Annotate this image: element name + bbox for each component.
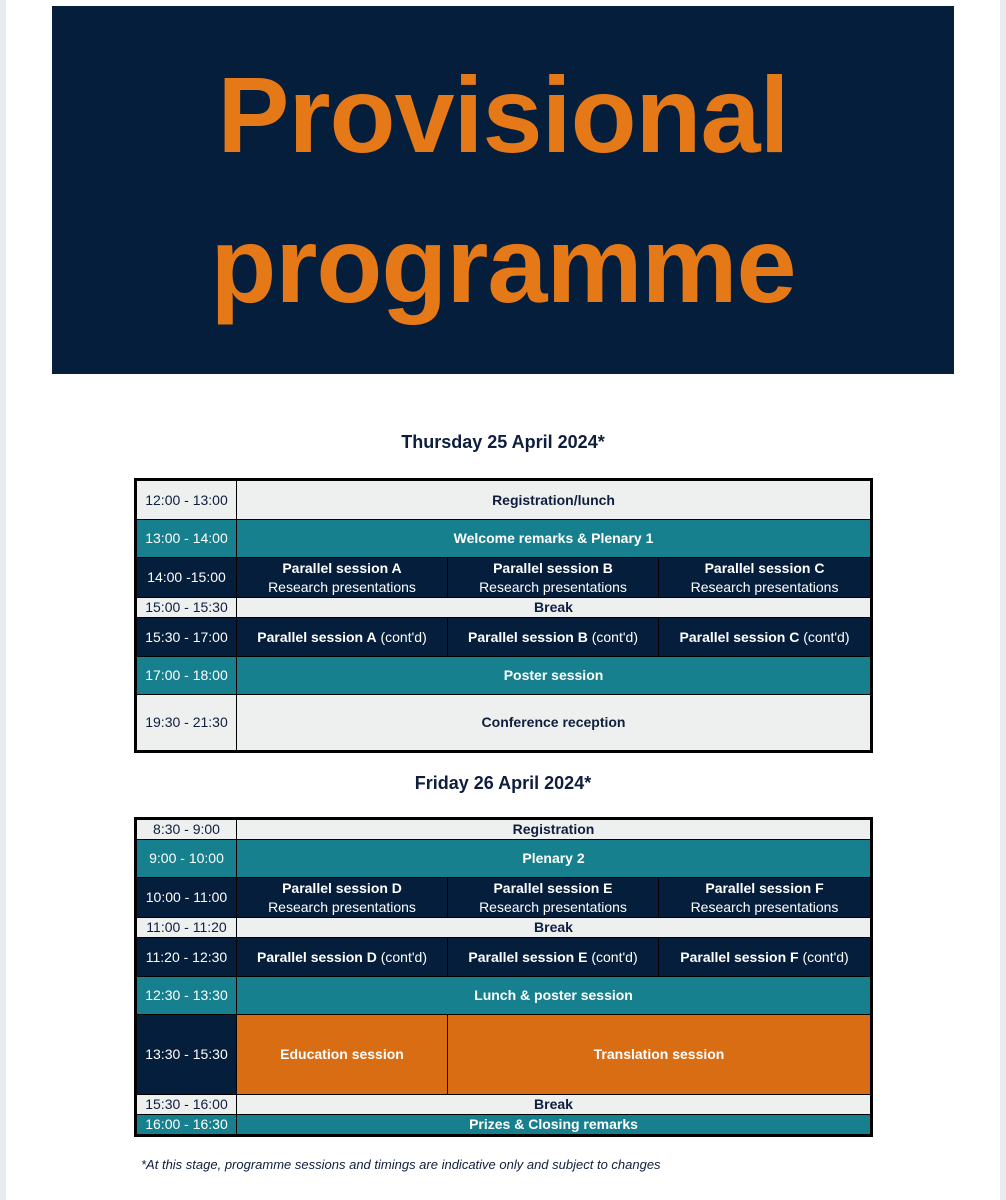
time-cell: 13:30 - 15:30 xyxy=(136,1015,237,1095)
time-cell: 12:30 - 13:30 xyxy=(136,977,237,1015)
time-cell: 15:00 - 15:30 xyxy=(136,598,237,618)
time-cell: 8:30 - 9:00 xyxy=(136,819,237,840)
table-row xyxy=(136,1115,872,1136)
time-cell: 17:00 - 18:00 xyxy=(136,657,237,695)
contd-label: (cont'd) xyxy=(803,628,850,645)
session-subtitle: Research presentations xyxy=(690,898,839,915)
left-edge xyxy=(0,0,6,1200)
table-row xyxy=(136,520,872,558)
session-title: Parallel session D xyxy=(282,879,402,896)
parallel-session-a-contd-cell xyxy=(237,618,448,657)
contd-label: (cont'd) xyxy=(591,948,638,965)
session-title: Parallel session C xyxy=(679,628,800,645)
plenary-2-cell: Plenary 2 xyxy=(237,840,872,878)
session-title: Parallel session F xyxy=(705,879,824,896)
time-cell: 15:30 - 16:00 xyxy=(136,1095,237,1115)
registration-lunch-cell: Registration/lunch xyxy=(237,480,872,520)
conference-reception-cell: Conference reception xyxy=(237,695,872,752)
table-row xyxy=(136,938,872,977)
time-cell: 15:30 - 17:00 xyxy=(136,618,237,657)
break-cell: Break xyxy=(237,918,872,938)
session-subtitle: Research presentations xyxy=(479,578,627,595)
right-edge xyxy=(1000,0,1006,1200)
friday-schedule-table xyxy=(134,817,873,1137)
poster-session-cell: Poster session xyxy=(237,657,872,695)
parallel-session-c-cell xyxy=(659,558,872,598)
table-row xyxy=(136,695,872,752)
table-row xyxy=(136,840,872,878)
table-row xyxy=(136,657,872,695)
table-row xyxy=(136,1015,872,1095)
session-subtitle: Research presentations xyxy=(268,898,416,915)
time-cell: 16:00 - 16:30 xyxy=(136,1115,237,1136)
table-row xyxy=(136,819,872,840)
session-title: Parallel session A xyxy=(257,628,377,645)
lunch-poster-session-cell: Lunch & poster session xyxy=(237,977,872,1015)
time-cell: 11:00 - 11:20 xyxy=(136,918,237,938)
parallel-session-d-contd-cell xyxy=(237,938,448,977)
registration-cell: Registration xyxy=(237,819,872,840)
table-row xyxy=(136,977,872,1015)
session-title: Parallel session A xyxy=(282,559,402,576)
friday-heading: Friday 26 April 2024* xyxy=(414,773,592,793)
plenary-1-cell: Welcome remarks & Plenary 1 xyxy=(237,520,872,558)
table-row xyxy=(136,618,872,657)
translation-session-cell: Translation session xyxy=(448,1015,872,1095)
time-cell: 9:00 - 10:00 xyxy=(136,840,237,878)
parallel-session-e-cell xyxy=(448,878,659,918)
time-cell: 10:00 - 11:00 xyxy=(136,878,237,918)
thursday-schedule-table xyxy=(134,478,873,753)
banner-title-line-2: programme xyxy=(210,204,796,325)
title-banner xyxy=(52,6,954,374)
parallel-session-c-contd-cell xyxy=(659,618,872,657)
session-title: Parallel session C xyxy=(704,559,825,576)
education-session-cell: Education session xyxy=(237,1015,448,1095)
break-cell: Break xyxy=(237,598,872,618)
parallel-session-e-contd-cell xyxy=(448,938,659,977)
time-cell: 19:30 - 21:30 xyxy=(136,695,237,752)
contd-label: (cont'd) xyxy=(591,628,638,645)
time-cell: 12:00 - 13:00 xyxy=(136,480,237,520)
parallel-session-b-cell xyxy=(448,558,659,598)
parallel-session-d-cell xyxy=(237,878,448,918)
footnote: *At this stage, programme sessions and timings are indicative only and subject to changes xyxy=(141,1157,661,1172)
time-cell: 14:00 -15:00 xyxy=(136,558,237,598)
parallel-session-a-cell xyxy=(237,558,448,598)
contd-label: (cont'd) xyxy=(380,948,427,965)
parallel-session-f-cell xyxy=(659,878,872,918)
parallel-session-f-contd-cell xyxy=(659,938,872,977)
thursday-heading: Thursday 25 April 2024* xyxy=(401,432,605,452)
session-title: Parallel session F xyxy=(680,948,799,965)
session-title: Parallel session D xyxy=(257,948,377,965)
table-row xyxy=(136,918,872,938)
session-subtitle: Research presentations xyxy=(268,578,416,595)
contd-label: (cont'd) xyxy=(380,628,427,645)
table-row xyxy=(136,598,872,618)
parallel-session-b-contd-cell xyxy=(448,618,659,657)
table-row xyxy=(136,480,872,520)
session-title: Parallel session B xyxy=(468,628,588,645)
time-cell: 13:00 - 14:00 xyxy=(136,520,237,558)
table-row xyxy=(136,1095,872,1115)
prizes-closing-cell: Prizes & Closing remarks xyxy=(237,1115,872,1136)
contd-label: (cont'd) xyxy=(802,948,849,965)
banner-title-line-1: Provisional xyxy=(217,54,789,175)
table-row xyxy=(136,878,872,918)
time-cell: 11:20 - 12:30 xyxy=(136,938,237,977)
table-row xyxy=(136,558,872,598)
session-title: Parallel session E xyxy=(493,879,613,896)
break-cell: Break xyxy=(237,1095,872,1115)
session-title: Parallel session B xyxy=(493,559,613,576)
session-subtitle: Research presentations xyxy=(690,578,839,595)
session-title: Parallel session E xyxy=(468,948,588,965)
session-subtitle: Research presentations xyxy=(479,898,627,915)
